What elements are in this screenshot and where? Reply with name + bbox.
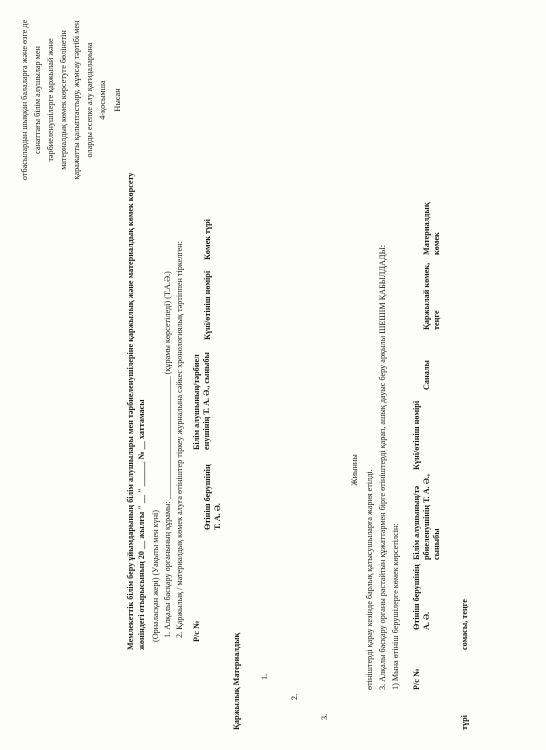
table1-header-help: Көмек түрі: [203, 219, 212, 260]
table1-header-finmat: Қаржылық Материалдық: [232, 632, 241, 730]
table2-footer-amount: сомасы, теңге: [460, 599, 469, 650]
item-1: 1. Алқалы басқару органының құрамы: ______________________________ (құрамы көрсетіледі) (Т.А.Ә.): [163, 271, 172, 638]
doc-title-line-2: жөніндегі отырысының 20 __ жылғы " __ " ______ № __ хаттамасы: [137, 399, 146, 650]
table1-header-student: Білім алушының/тәрбиел енушінің Т. А. Ә., сыныбы: [192, 352, 211, 450]
table1-header-date: Күні/өтініш нөмірі: [203, 270, 212, 340]
table2-header-savaly: Саналы: [422, 360, 431, 390]
table2-header-financial: Қаржылай көмек, теңге: [422, 262, 441, 330]
table1-header-rs: Р/с №: [192, 620, 201, 642]
table2-header-date: Күні/өтініш нөмірі: [412, 400, 421, 470]
doc-title-line-1: Мемлекеттік білім беру ұйымдарының білім алушылары мен тәрбиеленушілеріне қаржылық және материалдық көмек көрсету: [126, 172, 135, 650]
appendix-number: 4-қосымша: [98, 80, 107, 120]
appendix-line: отбасылардан шыққан балаларға және өзге де: [20, 19, 29, 181]
appendix-line: санаттағы білім алушылар мен: [33, 46, 42, 154]
note-label: Жиынны: [350, 454, 359, 486]
table-row: 2.: [290, 693, 299, 700]
table2-header-student: Білім алушының/тә рбиеленушінің Т. А. Ә., сыныбы: [412, 474, 441, 560]
form-label: Нысан: [113, 88, 122, 112]
table2-header-applicant: Өтініш берушінің А. Ә.: [412, 564, 431, 630]
table2-header-rs: Р/с №: [412, 668, 421, 690]
table2-footer-type: түрі: [460, 715, 469, 730]
item-2: 2. Қаржылық / материалдық көмек алуға өтініштер тіркеу журналына сәйкес хронологиялық тәртіппен тіркелген:: [175, 241, 184, 638]
table-row: 1.: [260, 673, 269, 680]
paragraph-1: өтініштерді қарау кезінде барлық қатысушыларға жария етілді.: [365, 469, 374, 690]
appendix-line: қаражатты қалыптастыру, жұмсау тәртібі мен: [72, 20, 81, 180]
appendix-line: тәрбиеленушілерге қаржылай және: [46, 38, 55, 162]
appendix-line: материалдық көмек көрсетуге бөлінетін: [59, 30, 68, 170]
table-row: 3.: [320, 713, 329, 720]
table2-header-material: Материалдық көмек: [422, 202, 441, 255]
item-3-sub: 1) Мына өтініш берушілерге көмек көрсетілсін:: [391, 523, 400, 690]
appendix-line: оларды есепке алу қағидаларына: [85, 42, 94, 158]
table1-header-applicant: Өтініш берушінің Т. А. Ә.: [203, 464, 222, 530]
item-3: 3. Алқалы басқару органы растайтын құжаттармен бірге өтініштерді қарап, ашық дауыс беру арқылы ШЕШІМ ҚАБЫЛДАДЫ:: [378, 245, 387, 690]
meeting-info: (Орналасқан жері) (Уақыты мен күні): [151, 510, 160, 642]
